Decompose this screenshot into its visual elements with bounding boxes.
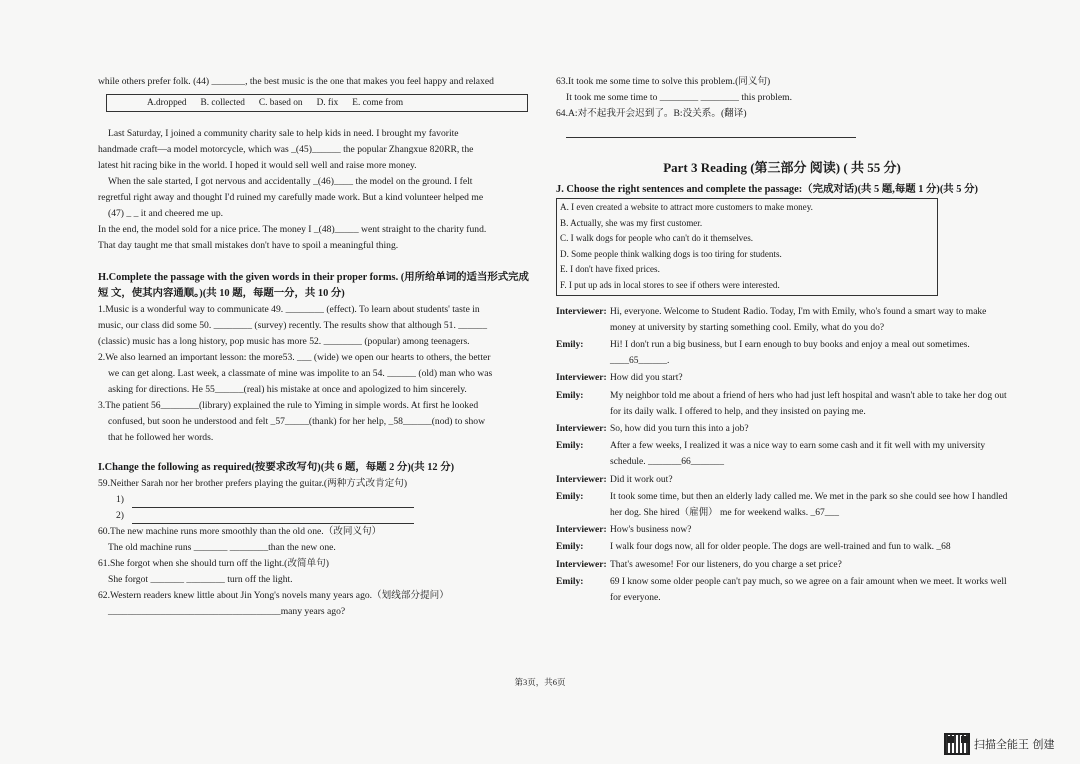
left-column (98, 74, 538, 620)
question-line: She forgot _______ ________ turn off the light. (108, 574, 293, 585)
section-h-body (98, 302, 538, 446)
dialogue-line: Emily: After a few weeks, I realized it was a nice way to earn some cash and it fit well with my university schedule. _______66_______ (556, 441, 986, 468)
option: B. collected (200, 98, 245, 108)
part3-heading: Part 3 Reading (第三部分 阅读) ( 共 55 分) (663, 160, 901, 175)
option: A.dropped (147, 98, 187, 108)
question-line: 3.The patient 56________(library) explained the rule to Yiming in simple words. At first he looked (98, 400, 479, 411)
question-line: confused, but soon he understood and felt _57_____(thank) for her help, _58______(nod) to show (108, 416, 486, 427)
dialogue-line: Emily: I walk four dogs now, all for older people. The dogs are well-trained and fun to walk. _68 (556, 542, 951, 553)
passage-line: regretful right away and thought I'd ruined my carefully made work. But a kind volunteer helped me (98, 192, 484, 203)
dialogue-line: Interviewer: That's awesome! For our listeners, do you charge a set price? (556, 559, 842, 570)
question-line: 2.We also learned an important lesson: the more53. ___ (wide) we open our hearts to others, the better (98, 352, 491, 363)
passage-line: handmade craft—a model motorcycle, which was _(45)______ the popular Zhangxue 820RR, the (98, 144, 474, 155)
question-line: 64.A:对不起我开会迟到了。B:没关系。(翻译) (556, 108, 747, 119)
question-line: 61.She forgot when she should turn off the light.(改简单句) (98, 558, 329, 569)
passage-line: (47) _ _ it and cheered me up. (108, 208, 224, 219)
dialogue-line: Emily: Hi! I don't run a big business, but I earn enough to buy books and enjoy a meal out sometimes. ____65______. (556, 339, 970, 367)
section-i-title: I.Change the following as required(按要求改写句)(共 6 题，每题 2 分)(共 12 分) (98, 462, 455, 473)
scanner-label: 扫描全能王 创建 (974, 738, 1055, 751)
passage-line: latest hit racing bike in the world. I hoped it would sell well and raise more money. (98, 160, 417, 171)
passage-line: When the sale started, I got nervous and accidentally _(46)____ the model on the ground. I felt (108, 176, 473, 187)
page-number: 第3页，共6页 (514, 677, 566, 687)
dialogue-line: Emily: It took some time, but then an elderly lady called me. We met in the park so she could see how I handled her dog. She hired（雇佣） me for weekend walks. _67___ (556, 491, 1008, 518)
option: D. Some people think walking dogs is too tiring for students. (560, 248, 782, 259)
question-line: that he followed her words. (108, 432, 214, 443)
option: E. I don't have fixed prices. (560, 264, 660, 275)
answer-line: 2) (98, 508, 538, 524)
section-h-title: H.Complete the passage with the given words in their proper forms. (用所给单词的适当形式完成短 文，使其内容通顺。)(共 10 题，每题一分，共 10 分) (98, 272, 529, 299)
dialogue-line: Emily: My neighbor told me about a friend of hers who had just left hospital and wasn't able to take her dog out for its daily walk. I offered to help, and they insisted on paying me. (556, 390, 1007, 417)
answer-blank[interactable] (132, 513, 414, 524)
section-i-body (98, 476, 538, 620)
question-line: It took me some time to ________ ________ this problem. (566, 92, 792, 103)
sentence-options-box (556, 198, 938, 296)
passage-line: while others prefer folk. (44) _______, the best music is the one that makes you feel happy and relaxed (98, 76, 494, 87)
dialogue-line: Interviewer: So, how did you turn this into a job? (556, 423, 749, 434)
question-line: we can get along. Last week, a classmate of mine was impolite to an 54. ______ (old) man who was (108, 368, 493, 379)
word-options-box (106, 94, 528, 112)
question-line: 63.It took me some time to solve this problem.(同义句) (556, 76, 771, 87)
option: A. I even created a website to attract more customers to make money. (560, 202, 813, 212)
option: B. Actually, she was my first customer. (560, 217, 703, 228)
answer-blank[interactable] (132, 497, 414, 508)
question-line: 60.The new machine runs more smoothly than the old one.（改同义句） (98, 526, 382, 537)
dialogue-line: Interviewer: Did it work out? (556, 474, 673, 485)
right-column (556, 74, 1008, 606)
question-line: The old machine runs _______ ________than the new one. (108, 542, 336, 553)
option: F. I put up ads in local stores to see if others were interested. (560, 279, 780, 290)
passage-line: That day taught me that small mistakes don't have to spoil a meaningful thing. (98, 240, 399, 251)
option: C. I walk dogs for people who can't do it themselves. (560, 233, 754, 244)
qr-code-icon (944, 733, 970, 755)
scanner-watermark (944, 733, 1055, 755)
passage-line: In the end, the model sold for a nice price. The money I _(48)_____ went straight to the charity fund. (98, 224, 487, 235)
dialogue-line: Interviewer: How did you start? (556, 373, 683, 384)
question-line: ____________________________________many years ago? (108, 606, 346, 617)
answer-line: 1) (98, 492, 538, 508)
question-line: music, our class did some 50. ________ (survey) recently. The results show that although 51. ______ (98, 320, 488, 331)
option: D. fix (316, 98, 339, 108)
passage-line: Last Saturday, I joined a community charity sale to help kids in need. I brought my favorite (108, 128, 459, 139)
question-line: asking for directions. He 55______(real) his mistake at once and apologized to him sincerely. (108, 384, 467, 395)
question-line: 1.Music is a wonderful way to communicate 49. ________ (effect). To learn about students' taste in (98, 304, 480, 315)
charity-passage (98, 126, 538, 254)
question-line: 62.Western readers knew little about Jin Yong's novels many years ago.（划线部分提问） (98, 590, 449, 601)
option: E. come from (352, 98, 404, 108)
option: C. based on (258, 98, 303, 108)
answer-blank[interactable] (566, 127, 856, 138)
dialogue-line: Emily: 69 I know some older people can't pay much, so we agree on a fair amount when we meet. It works well for everyone. (556, 576, 1007, 604)
question-line: (classic) music has a long history, pop music has more 52. ________ (popular) among teenagers. (98, 336, 470, 347)
dialogue (556, 304, 1008, 607)
dialogue-line: Interviewer: How's business now? (556, 525, 692, 536)
section-j-title: J. Choose the right sentences and complete the passage:（完成对话)(共 5 题,每题 1 分)(共 5 分) (556, 184, 978, 195)
question-line: 59.Neither Sarah nor her brother prefers playing the guitar.(两种方式改肯定句) (98, 478, 408, 489)
dialogue-line: Interviewer: Hi, everyone. Welcome to Student Radio. Today, I'm with Emily, who's found a smart way to make money at university by starting something cool. Emily, what do you do? (556, 306, 987, 333)
answer-line (556, 122, 1008, 136)
